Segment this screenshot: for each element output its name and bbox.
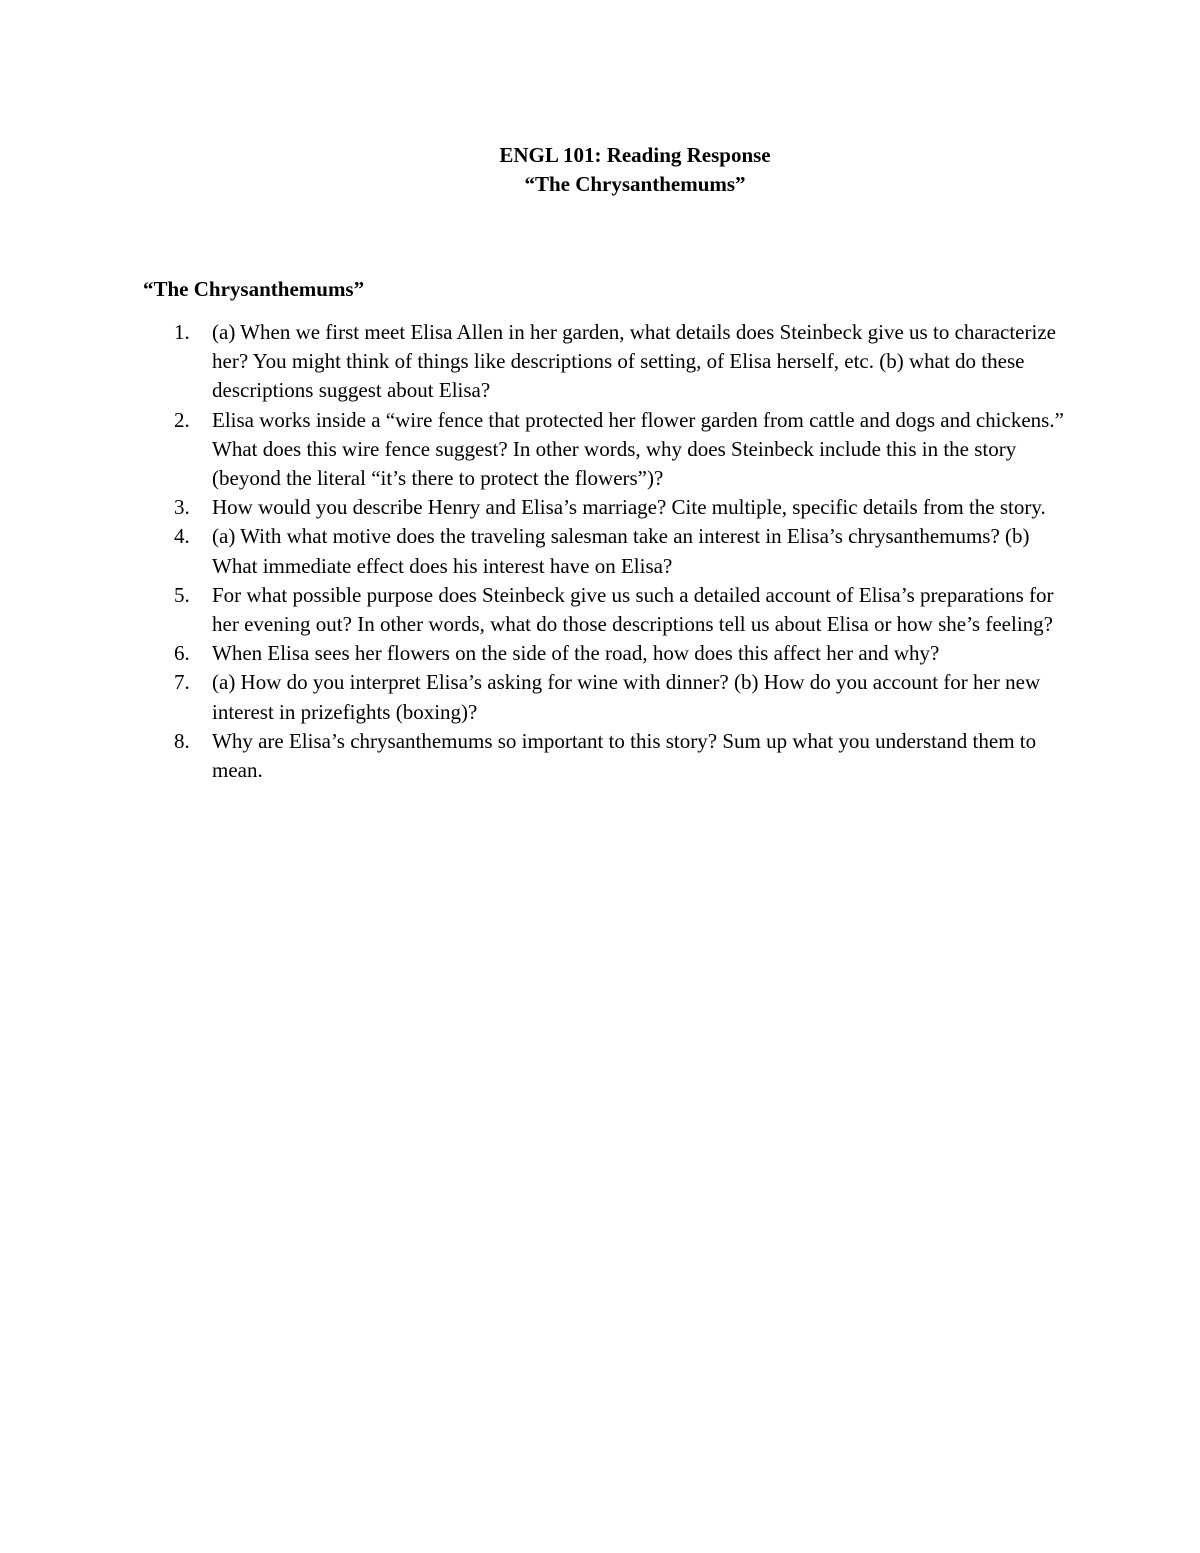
question-item: [143, 493, 1073, 522]
question-text: For what possible purpose does Steinbeck give us such a detailed account of Elisa’s preparations for her evening out? In other words, what do those descriptions tell us about Elisa or how she’s feeling?: [212, 582, 1054, 637]
question-number: 2.: [174, 407, 190, 432]
question-list: [143, 318, 1073, 785]
question-item: [143, 581, 1073, 639]
question-number: 1.: [174, 320, 190, 344]
question-number: 6.: [174, 641, 190, 666]
question-number: 3.: [174, 495, 190, 520]
question-item: [143, 727, 1073, 785]
question-number: 4.: [174, 524, 190, 549]
question-text: (a) When we first meet Elisa Allen in her garden, what details does Steinbeck give us to characterize her? You might think of things like descriptions of setting, of Elisa herself, etc. (b) what do these descriptions suggest about Elisa?: [212, 320, 1056, 403]
document-header: [0, 141, 1200, 199]
question-number: 5.: [174, 582, 190, 607]
section-heading: “The Chrysanthemums”: [143, 277, 365, 301]
question-text: (a) With what motive does the traveling salesman take an interest in Elisa’s chrysanthemums? (b) What immediate effect does his interest have on Elisa?: [212, 524, 1030, 578]
document-title: “The Chrysanthemums”: [524, 172, 746, 196]
question-number: 7.: [174, 670, 190, 695]
question-text: When Elisa sees her flowers on the side of the road, how does this affect her and why?: [212, 641, 940, 666]
question-text: (a) How do you interpret Elisa’s asking for wine with dinner? (b) How do you account for her new interest in prizefights (boxing)?: [212, 670, 1041, 724]
question-item: [143, 668, 1073, 726]
question-item: [143, 639, 1073, 668]
course-title: ENGL 101: Reading Response: [499, 143, 771, 167]
question-text: Why are Elisa’s chrysanthemums so important to this story? Sum up what you understand them to mean.: [212, 728, 1037, 783]
question-item: [143, 522, 1073, 580]
question-number: 8.: [174, 728, 190, 753]
question-item: [143, 406, 1073, 494]
question-item: [143, 318, 1073, 406]
question-text: Elisa works inside a “wire fence that protected her flower garden from cattle and dogs and chickens.” What does this wire fence suggest? In other words, why does Steinbeck include this in the story (beyond the literal “it’s there to protect the flowers”)?: [212, 407, 1064, 491]
question-text: How would you describe Henry and Elisa’s marriage? Cite multiple, specific details from the story.: [212, 495, 1046, 520]
